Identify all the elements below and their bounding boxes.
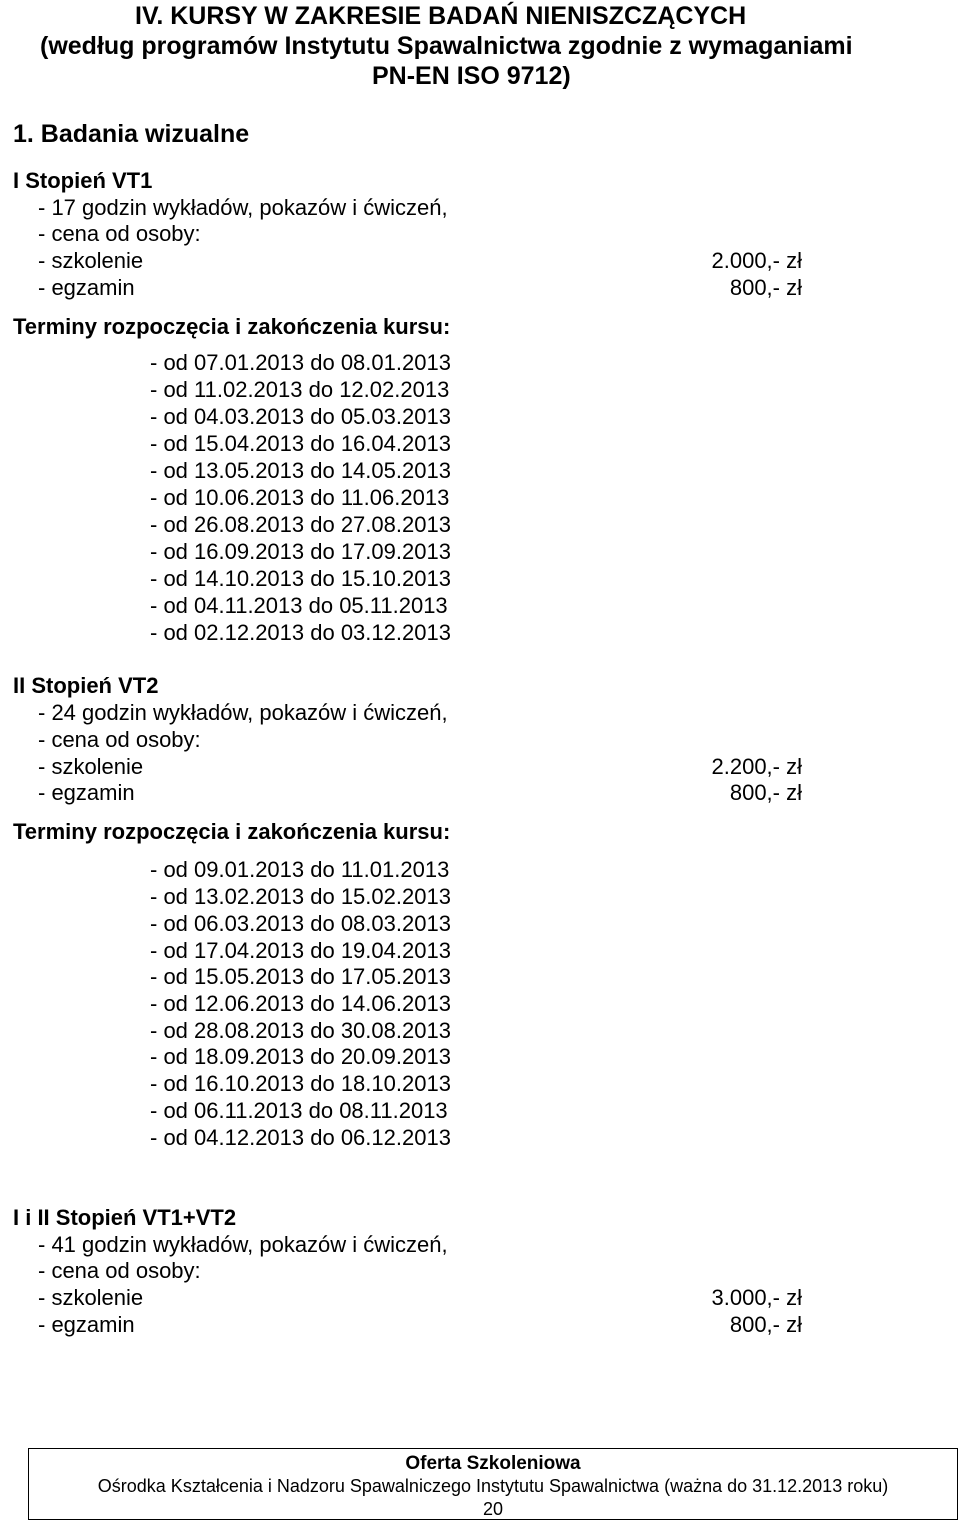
- vt2-exam-label: - egzamin: [38, 780, 135, 805]
- vt12-training-price: 3.000,- zł: [711, 1285, 802, 1310]
- vt1-date-item: - od 14.10.2013 do 15.10.2013: [150, 566, 451, 591]
- chapter-title: IV. KURSY W ZAKRESIE BADAŃ NIENISZCZĄCYCH: [135, 2, 747, 30]
- vt2-date-item: - od 12.06.2013 do 14.06.2013: [150, 991, 451, 1016]
- vt2-date-item: - od 06.03.2013 do 08.03.2013: [150, 911, 451, 936]
- vt2-date-item: - od 15.05.2013 do 17.05.2013: [150, 964, 451, 989]
- vt2-date-item: - od 17.04.2013 do 19.04.2013: [150, 938, 451, 963]
- vt1-date-item: - od 07.01.2013 do 08.01.2013: [150, 350, 451, 375]
- vt2-date-item: - od 16.10.2013 do 18.10.2013: [150, 1071, 451, 1096]
- vt1-hours: - 17 godzin wykładów, pokazów i ćwiczeń,: [38, 195, 448, 220]
- footer-box: [28, 1448, 958, 1520]
- vt12-title: I i II Stopień VT1+VT2: [13, 1205, 237, 1230]
- vt1-date-item: - od 15.04.2013 do 16.04.2013: [150, 431, 451, 456]
- chapter-standard: PN-EN ISO 9712): [372, 62, 571, 90]
- vt1-date-item: - od 16.09.2013 do 17.09.2013: [150, 539, 451, 564]
- vt1-date-item: - od 13.05.2013 do 14.05.2013: [150, 458, 451, 483]
- vt1-price-label: - cena od osoby:: [38, 221, 201, 246]
- vt1-title: I Stopień VT1: [13, 168, 153, 193]
- vt2-title: II Stopień VT2: [13, 673, 159, 698]
- vt2-date-item: - od 09.01.2013 do 11.01.2013: [150, 857, 450, 882]
- vt12-training-label: - szkolenie: [38, 1285, 144, 1310]
- vt1-exam-label: - egzamin: [38, 275, 135, 300]
- footer-title: Oferta Szkoleniowa: [405, 1453, 581, 1474]
- vt1-training-price: 2.000,- zł: [711, 248, 802, 273]
- chapter-subtitle: (według programów Instytutu Spawalnictwa zgodnie z wymaganiami: [40, 32, 853, 60]
- vt1-date-item: - od 02.12.2013 do 03.12.2013: [150, 620, 451, 645]
- vt2-exam-price: 800,- zł: [729, 780, 802, 805]
- footer-subtitle: Ośrodka Kształcenia i Nadzoru Spawalniczego Instytutu Spawalnictwa (ważna do 31.12.2013 roku): [97, 1476, 889, 1496]
- page-number: 20: [482, 1499, 504, 1519]
- vt1-training-label: - szkolenie: [38, 248, 144, 273]
- section-title: 1. Badania wizualne: [13, 120, 250, 148]
- vt2-date-item: - od 06.11.2013 do 08.11.2013: [150, 1098, 448, 1123]
- vt2-price-label: - cena od osoby:: [38, 727, 201, 752]
- vt1-date-item: - od 10.06.2013 do 11.06.2013: [150, 485, 450, 510]
- vt12-hours: - 41 godzin wykładów, pokazów i ćwiczeń,: [38, 1232, 448, 1257]
- vt12-exam-label: - egzamin: [38, 1312, 135, 1337]
- vt1-exam-price: 800,- zł: [729, 275, 802, 300]
- vt1-date-item: - od 04.03.2013 do 05.03.2013: [150, 404, 451, 429]
- vt2-dates-heading: Terminy rozpoczęcia i zakończenia kursu:: [13, 819, 451, 844]
- vt2-hours: - 24 godzin wykładów, pokazów i ćwiczeń,: [38, 700, 448, 725]
- vt1-date-item: - od 26.08.2013 do 27.08.2013: [150, 512, 451, 537]
- vt2-training-label: - szkolenie: [38, 754, 144, 779]
- vt12-price-label: - cena od osoby:: [38, 1258, 201, 1283]
- vt1-date-item: - od 11.02.2013 do 12.02.2013: [150, 377, 450, 402]
- vt1-date-item: - od 04.11.2013 do 05.11.2013: [150, 593, 448, 618]
- vt1-dates-heading: Terminy rozpoczęcia i zakończenia kursu:: [13, 314, 451, 339]
- vt2-date-item: - od 13.02.2013 do 15.02.2013: [150, 884, 451, 909]
- vt2-date-item: - od 28.08.2013 do 30.08.2013: [150, 1018, 451, 1043]
- vt2-date-item: - od 18.09.2013 do 20.09.2013: [150, 1044, 451, 1069]
- vt2-date-item: - od 04.12.2013 do 06.12.2013: [150, 1125, 451, 1150]
- vt2-training-price: 2.200,- zł: [711, 754, 802, 779]
- vt12-exam-price: 800,- zł: [729, 1312, 802, 1337]
